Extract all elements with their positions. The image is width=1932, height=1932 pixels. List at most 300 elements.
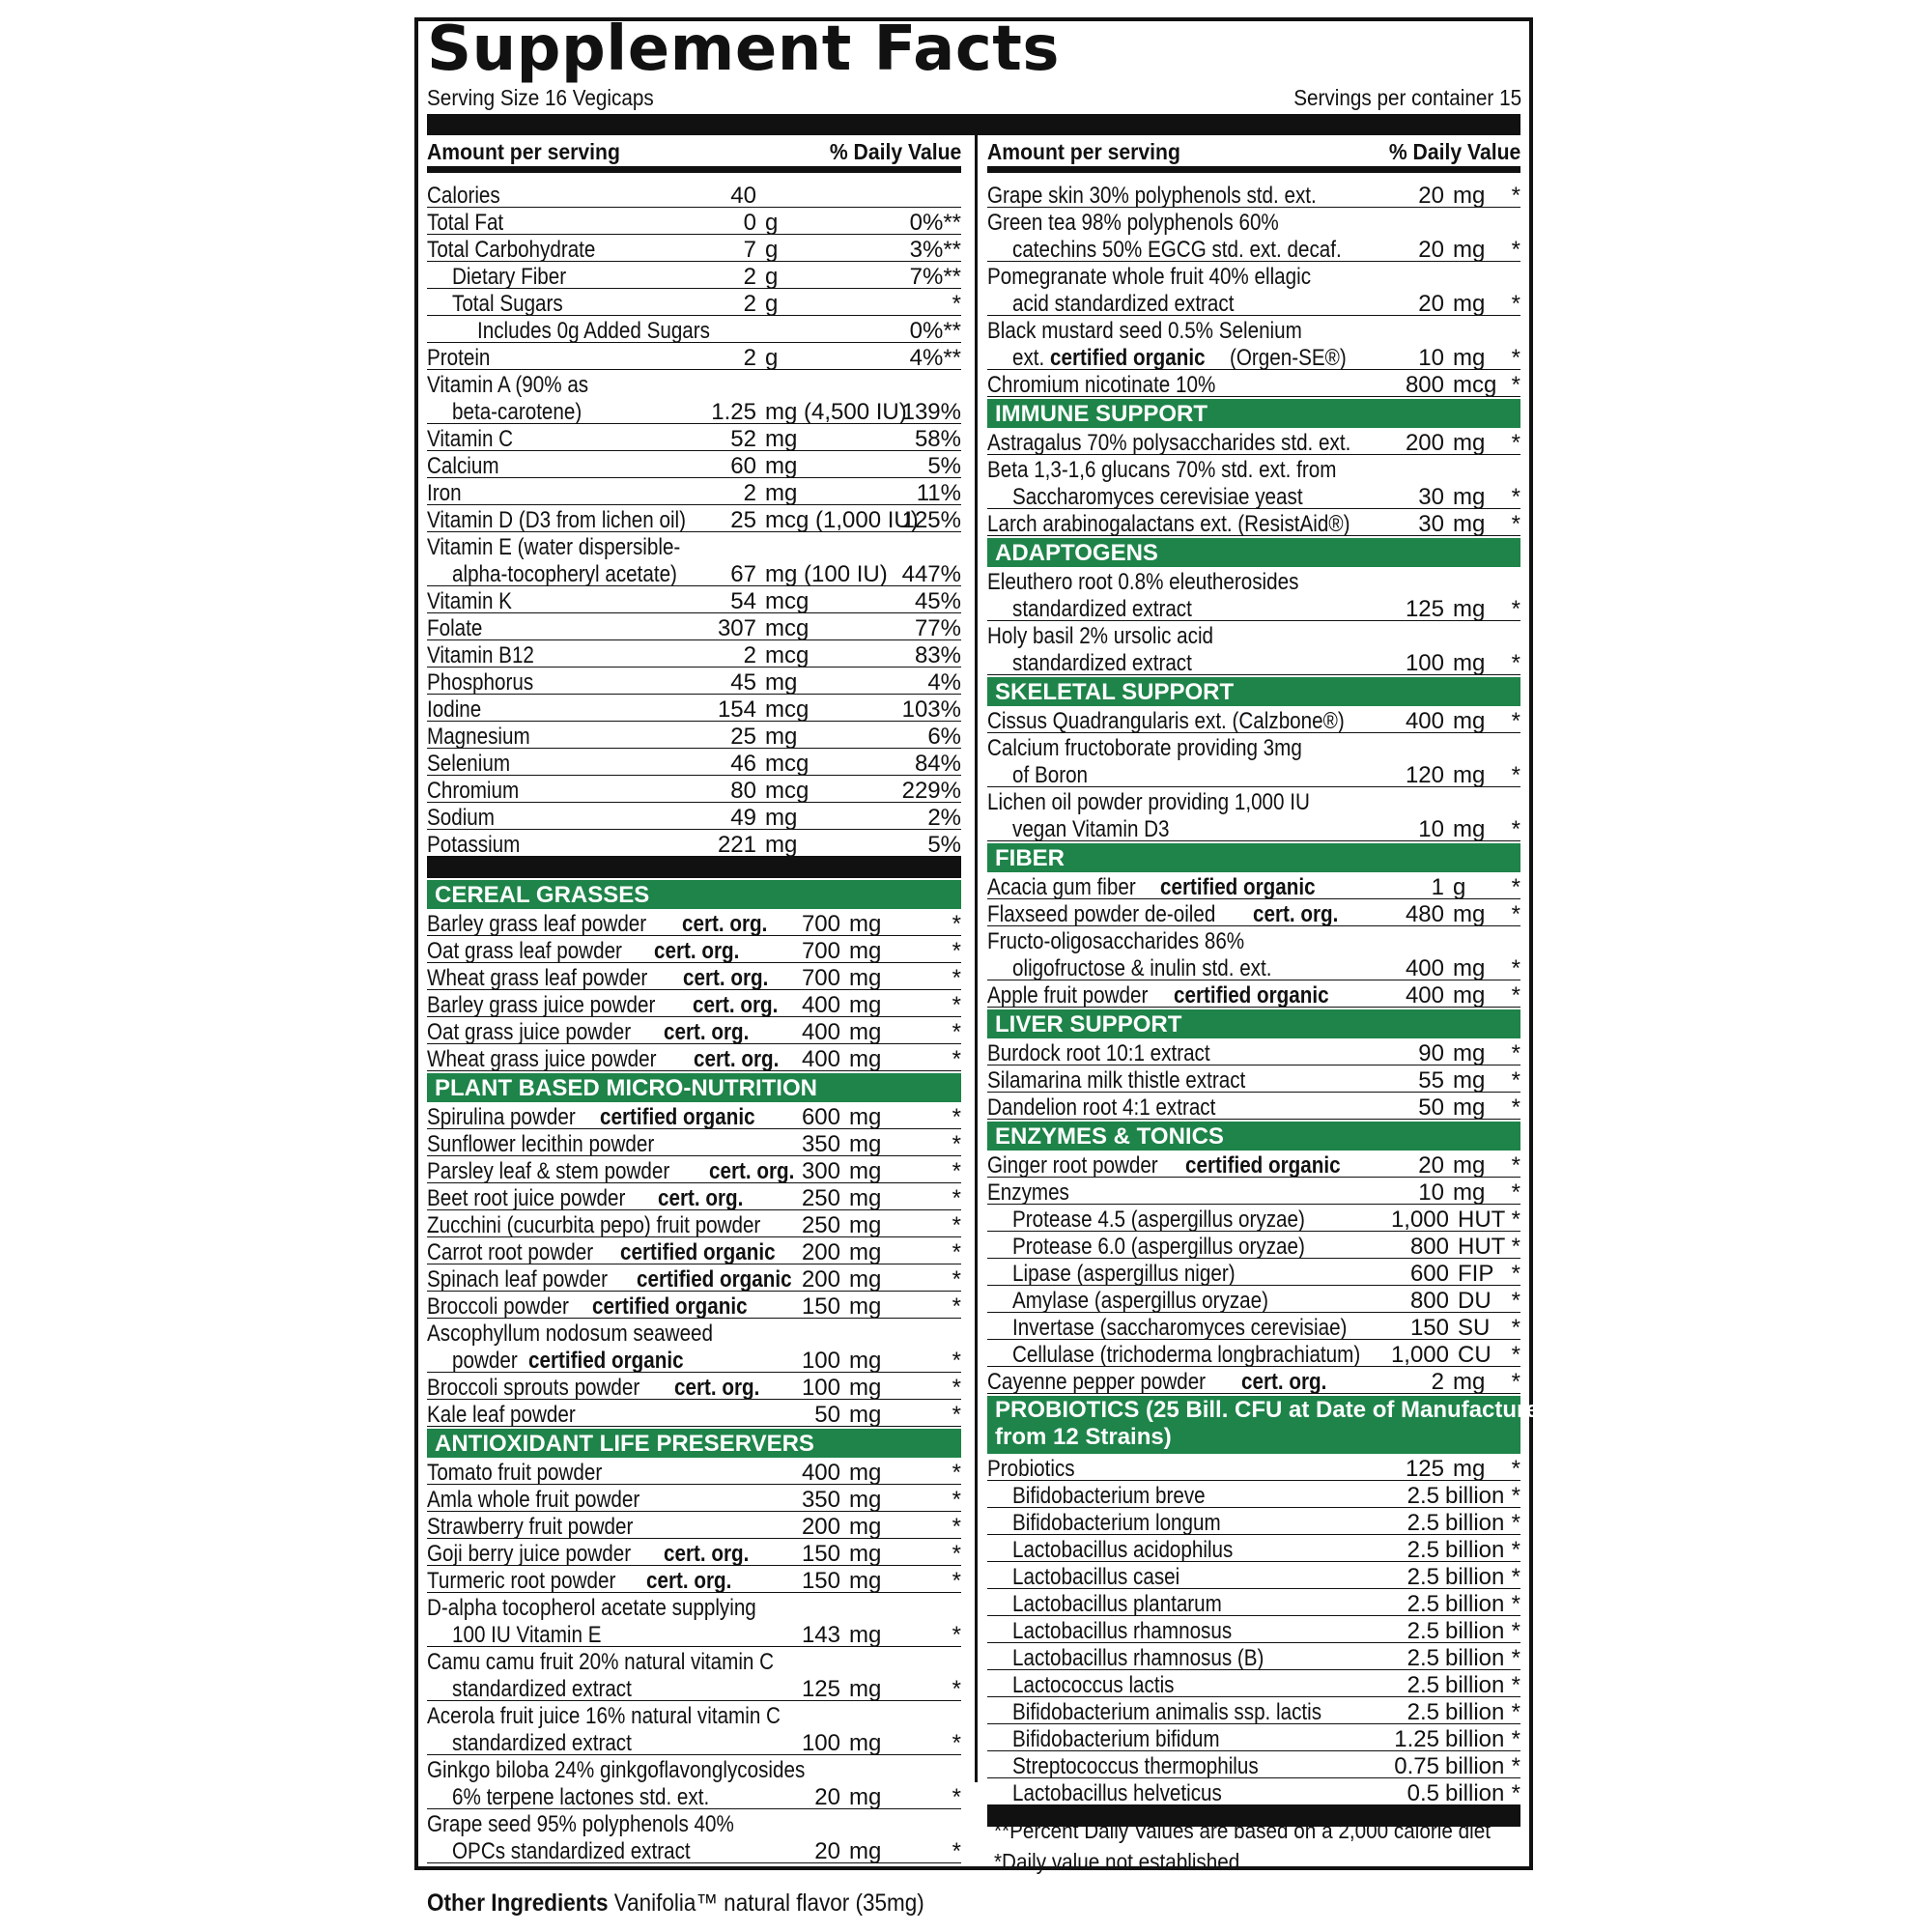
amount-unit: g [765, 291, 779, 317]
amount-value: 2 [743, 642, 756, 668]
daily-value: * [952, 992, 961, 1018]
daily-value: * [952, 1375, 961, 1401]
daily-value: 0%** [909, 210, 961, 236]
daily-value: * [952, 1185, 961, 1211]
row-label [427, 1373, 774, 1403]
table-row [987, 1616, 1520, 1643]
row-label [427, 1264, 817, 1294]
ingredient-name: Bifidobacterium longum [1012, 1510, 1221, 1536]
organic-note: certified organic [1174, 982, 1330, 1009]
table-row [427, 1593, 961, 1647]
amount-unit: mg [1453, 955, 1486, 981]
table-row [987, 1643, 1520, 1670]
row-label [987, 1751, 1298, 1781]
amount-unit: mg [849, 1293, 882, 1320]
ingredient-name-line2: powder [452, 1348, 518, 1374]
daily-value: 77% [914, 615, 961, 641]
left-ingredient-sections [427, 880, 961, 1863]
ingredient-name: Sodium [427, 805, 495, 831]
section-header: PLANT BASED MICRO-NUTRITION [427, 1073, 961, 1102]
daily-value: 139% [901, 399, 961, 425]
ingredient-name-line2: standardized extract [1012, 596, 1192, 622]
table-row [427, 505, 961, 532]
row-label-continued [427, 1620, 626, 1650]
row-label [987, 428, 1410, 458]
organic-note: certified organic [1049, 345, 1206, 371]
ingredient-name: Vitamin D (D3 from lichen oil) [427, 507, 687, 533]
ingredient-name: Vitamin K [427, 588, 512, 614]
section-title: PROBIOTICS (25 Bill. CFU at Date of Manufacture [995, 1397, 1539, 1423]
ingredient-name: Spinach leaf powder [427, 1266, 609, 1293]
row-label [987, 208, 1326, 238]
amount-value: 1 [1431, 874, 1444, 900]
amount-value: 20 [1418, 183, 1444, 209]
ingredient-name: Oat grass leaf powder [427, 938, 622, 964]
row-label [987, 1367, 1341, 1397]
table-row [987, 1151, 1520, 1178]
ingredient-name: Calcium fructoborate providing 3mg [987, 735, 1302, 761]
nutrient-end-rule [427, 857, 961, 878]
amount-value: 400 [801, 1046, 840, 1072]
table-row [427, 963, 961, 990]
ingredient-name: Cellulase (trichoderma longbrachiatum) [1012, 1342, 1361, 1368]
table-row [427, 1319, 961, 1373]
amount-value: 2 [1431, 1369, 1444, 1395]
row-label [987, 1508, 1255, 1538]
daily-value: 103% [901, 696, 961, 723]
daily-value: * [1511, 816, 1520, 842]
amount-value: 700 [801, 938, 840, 964]
amount-value: 154 [717, 696, 756, 723]
row-label [427, 316, 748, 346]
table-row [987, 1670, 1520, 1697]
daily-value: 7%** [909, 264, 961, 290]
table-row [427, 1129, 961, 1156]
amount-unit: mg [1453, 708, 1486, 734]
daily-value: * [952, 1487, 961, 1513]
amount-value: 800 [1409, 1288, 1449, 1314]
amount-unit: mg [849, 1784, 882, 1810]
ingredient-name: Chromium [427, 778, 520, 804]
table-row [987, 1232, 1520, 1259]
row-label [987, 567, 1350, 597]
ingredient-name: Lactobacillus plantarum [1012, 1591, 1222, 1617]
table-row [987, 1508, 1520, 1535]
section-title: FIBER [995, 845, 1065, 871]
table-row [427, 1512, 961, 1539]
ingredient-name: Vitamin B12 [427, 642, 534, 668]
table-row [987, 1093, 1520, 1120]
amount-unit: mg [1453, 1152, 1486, 1179]
amount-unit: mg (4,500 IU) [765, 399, 907, 425]
section-title: ADAPTOGENS [995, 540, 1158, 566]
row-label [987, 1778, 1256, 1808]
section-title: LIVER SUPPORT [995, 1011, 1182, 1037]
ingredient-name: Parsley leaf & stem powder [427, 1158, 670, 1184]
table-row [427, 208, 961, 235]
daily-value: 5% [927, 453, 961, 479]
amount-unit: mg [849, 938, 882, 964]
row-label [427, 668, 551, 697]
amount-value: 20 [814, 1838, 840, 1864]
amount-value: 307 [717, 615, 756, 641]
amount-value: 2.5 [1406, 1564, 1439, 1590]
row-label-continued [427, 1728, 661, 1758]
organic-note: certified organic [527, 1348, 684, 1374]
daily-value: * [952, 1212, 961, 1238]
daily-value: * [1511, 1207, 1520, 1233]
ingredient-name: Cayenne pepper powder [987, 1369, 1207, 1395]
row-label [987, 1643, 1305, 1673]
amount-unit: billion [1445, 1618, 1505, 1644]
daily-value: * [1511, 511, 1520, 537]
daily-value: * [952, 1293, 961, 1320]
table-row [427, 424, 961, 451]
row-label [987, 1535, 1269, 1565]
table-row [987, 1589, 1520, 1616]
table-row [987, 1065, 1520, 1093]
table-row [987, 1340, 1520, 1367]
row-label [427, 262, 584, 292]
amount-unit: billion [1445, 1591, 1505, 1617]
row-label [427, 1183, 757, 1213]
row-label [987, 1259, 1271, 1289]
row-label [987, 1670, 1201, 1700]
row-label [427, 235, 623, 265]
amount-value: 7 [743, 237, 756, 263]
table-row [427, 343, 961, 370]
row-label-continued [987, 594, 1221, 624]
row-label [427, 749, 524, 779]
amount-unit: mg [849, 1541, 882, 1567]
amount-unit: mcg [765, 751, 810, 777]
amount-unit: mcg [765, 642, 810, 668]
amount-value: 2 [743, 264, 756, 290]
row-label [427, 1701, 838, 1731]
row-label [427, 1210, 815, 1240]
left-column-header [427, 133, 961, 173]
amount-value: 400 [801, 1019, 840, 1045]
daily-value: 45% [914, 588, 961, 614]
amount-unit: mg (100 IU) [765, 561, 888, 587]
ingredient-name: Calcium [427, 453, 499, 479]
organic-note: certified organic [1185, 1152, 1342, 1179]
ingredient-name: Larch arabinogalactans ext. (ResistAid®) [987, 511, 1350, 537]
row-label [987, 1589, 1256, 1619]
amount-value: 400 [801, 1460, 840, 1486]
amount-unit: mg [849, 1375, 882, 1401]
row-label [427, 830, 535, 860]
table-row [987, 706, 1520, 733]
table-row [427, 668, 961, 695]
section-header [987, 1396, 1539, 1454]
amount-value: 2.5 [1406, 1645, 1439, 1671]
ingredient-name: Ascophyllum nodosum seaweed [427, 1321, 714, 1347]
daily-value: * [952, 1402, 961, 1428]
ingredient-name: Strawberry fruit powder [427, 1514, 634, 1540]
ingredient-name-line2: 100 IU Vitamin E [452, 1622, 602, 1648]
daily-value: * [952, 1784, 961, 1810]
table-row [427, 1400, 961, 1427]
table-row [987, 1038, 1520, 1065]
ingredient-name: Invertase (saccharomyces cerevisiae) [1012, 1315, 1348, 1341]
ingredient-name-line2: catechins 50% EGCG std. ext. decaf. [1012, 237, 1342, 263]
table-row [987, 872, 1520, 899]
row-label [427, 1458, 631, 1488]
amount-unit: mg [1453, 430, 1486, 456]
amount-value: 50 [1418, 1094, 1444, 1121]
organic-note: certified organic [637, 1266, 793, 1293]
servings-per-container: Servings per container 15 [1293, 85, 1521, 110]
amount-value: 200 [801, 1239, 840, 1265]
ingredient-name: Amla whole fruit powder [427, 1487, 640, 1513]
amount-value: 400 [1405, 955, 1444, 981]
row-label [987, 1205, 1352, 1235]
ingredient-name: Vitamin C [427, 426, 514, 452]
ingredient-name-line2: acid standardized extract [1012, 291, 1235, 317]
daily-value: * [1511, 1672, 1520, 1698]
row-label [987, 1093, 1253, 1122]
amount-per-serving-label: Amount per serving [427, 139, 620, 164]
row-label [987, 621, 1250, 651]
row-label [987, 181, 1370, 211]
ingredient-name: Protein [427, 345, 491, 371]
amount-unit: billion [1445, 1645, 1505, 1671]
section-header [987, 1009, 1520, 1038]
row-label [427, 1593, 810, 1623]
table-row [987, 926, 1520, 980]
daily-value: * [1511, 237, 1520, 263]
amount-value: 100 [1405, 650, 1444, 676]
amount-value: 2.5 [1406, 1483, 1439, 1509]
daily-value: 4%** [909, 345, 961, 371]
amount-unit: mg [765, 426, 798, 452]
ingredient-name: Dandelion root 4:1 extract [987, 1094, 1216, 1121]
daily-value: 11% [916, 480, 961, 506]
nutrient-list [427, 181, 961, 857]
table-row [427, 1264, 961, 1292]
daily-value: * [1511, 1040, 1520, 1066]
ingredient-name: Acacia gum fiber [987, 874, 1136, 900]
row-label [987, 455, 1393, 485]
ingredient-name-line2: vegan Vitamin D3 [1012, 816, 1170, 842]
daily-value: * [952, 1131, 961, 1157]
organic-note: cert. org. [674, 1375, 760, 1401]
row-label [427, 1319, 759, 1349]
other-ingredients-text: Vanifolia™ natural flavor (35mg) [608, 1889, 924, 1917]
row-label [427, 936, 753, 966]
amount-value: 143 [801, 1622, 840, 1648]
row-label [987, 1454, 1089, 1484]
ingredient-name-line2: OPCs standardized extract [452, 1838, 691, 1864]
daily-value: * [1511, 1483, 1520, 1509]
amount-unit: g [765, 237, 779, 263]
table-row [427, 451, 961, 478]
organic-note: cert. org. [709, 1158, 795, 1184]
amount-value: 2 [743, 345, 756, 371]
organic-note: cert. org. [664, 1019, 750, 1045]
row-label-continued [987, 814, 1195, 844]
table-row [427, 262, 961, 289]
organic-note: cert. org. [657, 1185, 744, 1211]
ingredient-name: Barley grass leaf powder [427, 911, 647, 937]
table-row [987, 1697, 1520, 1724]
daily-value: * [952, 965, 961, 991]
row-label [427, 424, 527, 454]
daily-value: * [952, 1266, 961, 1293]
table-row [987, 980, 1520, 1008]
daily-value: * [1511, 484, 1520, 510]
row-label [427, 695, 490, 724]
amount-unit: mg [849, 1239, 882, 1265]
daily-value: * [1511, 874, 1520, 900]
ingredient-name: Total Carbohydrate [427, 237, 596, 263]
amount-unit: mg [765, 453, 798, 479]
daily-value: * [1511, 1094, 1520, 1121]
amount-value: 54 [730, 588, 756, 614]
daily-value: * [952, 291, 961, 317]
amount-unit: mg [1453, 1369, 1486, 1395]
daily-value: * [1511, 1456, 1520, 1482]
amount-unit: mg [849, 1158, 882, 1184]
daily-value: * [1511, 1645, 1520, 1671]
daily-value: * [952, 1158, 961, 1184]
section-header [987, 1122, 1520, 1151]
amount-unit: HUT [1458, 1234, 1506, 1260]
organic-note: cert. org. [653, 938, 740, 964]
amount-unit: billion [1445, 1753, 1505, 1779]
daily-value: * [952, 1568, 961, 1594]
table-row [427, 1809, 961, 1863]
daily-value: * [1511, 345, 1520, 371]
daily-value: * [1511, 372, 1520, 398]
amount-value: 2.5 [1406, 1672, 1439, 1698]
table-row [427, 1485, 961, 1512]
row-label [987, 1151, 1366, 1180]
amount-unit: mg [1453, 291, 1486, 317]
daily-value: 125% [901, 507, 961, 533]
table-row [427, 1102, 961, 1129]
amount-value: 2.5 [1406, 1510, 1439, 1536]
ingredient-name-line2: oligofructose & inulin std. ext. [1012, 955, 1272, 981]
amount-unit: mg [849, 1185, 882, 1211]
row-label-continued [987, 235, 1395, 265]
table-row [427, 1017, 961, 1044]
organic-note: cert. org. [682, 911, 768, 937]
row-label [987, 1286, 1310, 1316]
daily-value: * [1511, 1726, 1520, 1752]
row-label [427, 1512, 667, 1542]
daily-value: * [1511, 1152, 1520, 1179]
daily-value: * [1511, 955, 1520, 981]
row-label [987, 733, 1353, 763]
amount-unit: mcg [765, 696, 810, 723]
amount-value: 0.75 [1394, 1753, 1439, 1779]
amount-value: 150 [801, 1568, 840, 1594]
ingredient-name: Streptococcus thermophilus [1012, 1753, 1259, 1779]
section-header [987, 677, 1520, 706]
row-label [987, 706, 1403, 736]
row-label [427, 803, 505, 833]
amount-value: 10 [1418, 816, 1444, 842]
amount-value: 0.5 [1406, 1780, 1439, 1806]
table-row [987, 1178, 1520, 1205]
daily-value: * [952, 938, 961, 964]
amount-value: 45 [730, 669, 756, 696]
ingredient-name: Magnesium [427, 724, 530, 750]
table-row [427, 1183, 961, 1210]
daily-value: * [1511, 1564, 1520, 1590]
amount-unit: mcg [765, 778, 810, 804]
amount-value: 20 [814, 1784, 840, 1810]
ingredient-name: Dietary Fiber [452, 264, 567, 290]
ingredient-name: Lactobacillus rhamnosus [1012, 1618, 1233, 1644]
amount-value: 0 [743, 210, 756, 236]
row-label [427, 1755, 867, 1785]
amount-unit: mg [1453, 1456, 1486, 1482]
row-label [987, 787, 1362, 817]
section-header: CEREAL GRASSES [427, 880, 961, 909]
daily-value: * [952, 1046, 961, 1072]
ingredient-name: Protease 4.5 (aspergillus oryzae) [1012, 1207, 1305, 1233]
row-label [427, 1400, 600, 1430]
ingredient-name: Barley grass juice powder [427, 992, 656, 1018]
amount-value: 250 [801, 1185, 840, 1211]
amount-value: 2.5 [1406, 1699, 1439, 1725]
amount-unit: mg [849, 965, 882, 991]
daily-value: * [952, 1019, 961, 1045]
row-label-continued [987, 482, 1350, 512]
row-label [987, 872, 1340, 902]
table-row [987, 1454, 1520, 1481]
daily-value: * [952, 1460, 961, 1486]
ingredient-name: Amylase (aspergillus oryzae) [1012, 1288, 1268, 1314]
row-label [427, 776, 534, 806]
amount-unit: mg [849, 1046, 882, 1072]
table-row [987, 316, 1520, 370]
amount-value: 200 [801, 1514, 840, 1540]
amount-unit: mg [1453, 901, 1486, 927]
table-row [427, 722, 961, 749]
table-row [987, 1751, 1520, 1778]
row-label [987, 1724, 1253, 1754]
table-row [987, 567, 1520, 621]
table-row [987, 787, 1520, 841]
amount-unit: mg [1453, 511, 1486, 537]
ingredient-name: Lactobacillus rhamnosus (B) [1012, 1645, 1264, 1671]
ingredient-name-line2: Saccharomyces cerevisiae yeast [1012, 484, 1303, 510]
daily-value: * [952, 1348, 961, 1374]
ingredient-name: Iron [427, 480, 462, 506]
amount-unit: HUT [1458, 1207, 1506, 1233]
ingredient-name: Ginger root powder [987, 1152, 1158, 1179]
amount-unit: mg [849, 1514, 882, 1540]
ingredient-name: Green tea 98% polyphenols 60% [987, 210, 1279, 236]
other-ingredients-label: Other Ingredients [427, 1889, 609, 1917]
amount-value: 400 [1405, 708, 1444, 734]
ingredient-name: Lactobacillus acidophilus [1012, 1537, 1234, 1563]
daily-value: * [1511, 1067, 1520, 1094]
section-title: ENZYMES & TONICS [995, 1123, 1224, 1150]
daily-value: * [1511, 430, 1520, 456]
daily-value: * [1511, 1510, 1520, 1536]
brand-note: (Orgen-SE®) [1230, 345, 1348, 371]
row-label [427, 1292, 772, 1321]
amount-unit: mg [849, 1212, 882, 1238]
table-row [987, 621, 1520, 675]
amount-unit: mg [1453, 484, 1486, 510]
row-label [427, 208, 516, 238]
